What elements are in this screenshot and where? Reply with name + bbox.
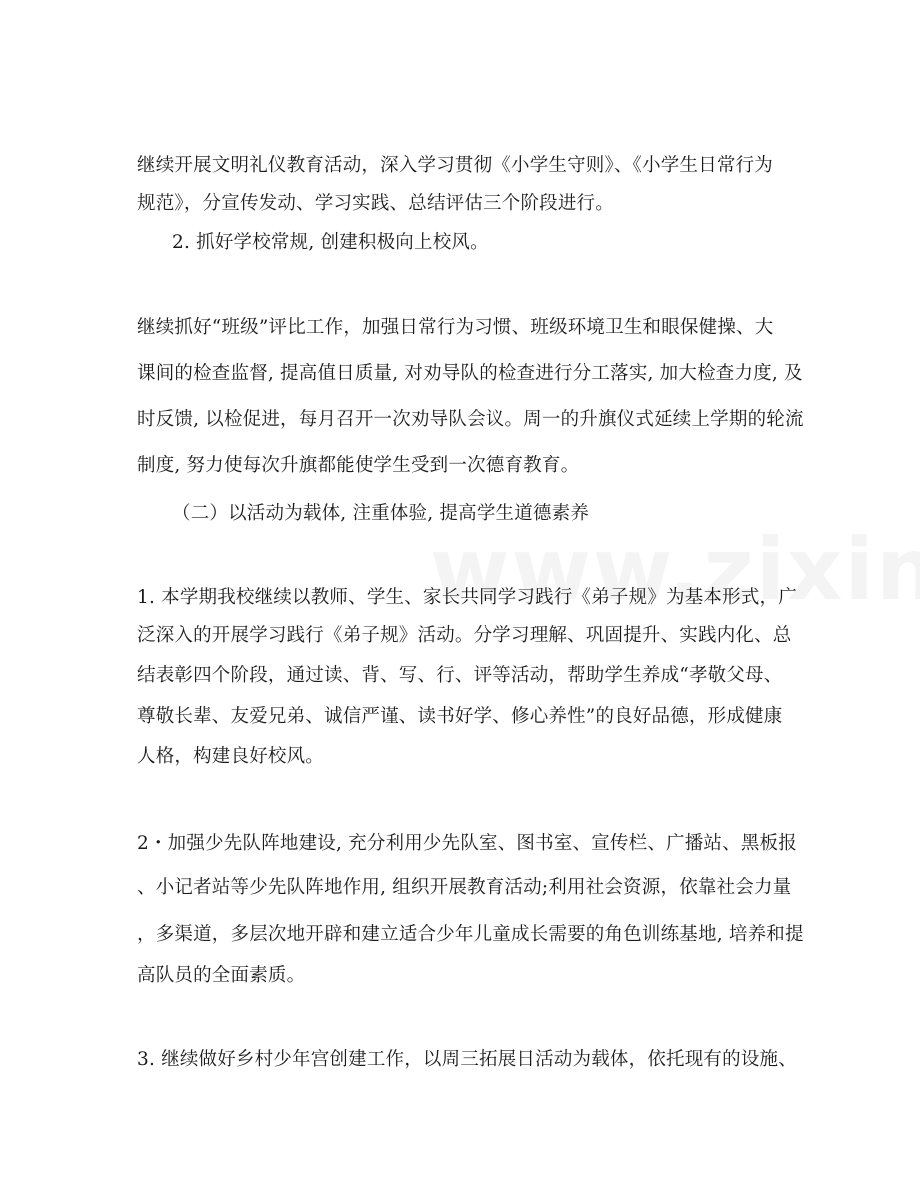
paragraph-line: 、小记者站等少先队阵地作用, 组织开展教育活动;利用社会资源，依靠社会力量 [137, 877, 792, 898]
paragraph-line: 制度, 努力使每次升旗都能使学生受到一次德育教育。 [137, 455, 580, 476]
section-heading: 2. 抓好学校常规, 创建积极向上校风。 [172, 232, 489, 253]
paragraph-line: 人格，构建良好校风。 [137, 746, 325, 767]
paragraph-line: 尊敬长辈、友爱兄弟、诚信严谨、读书好学、修心养性”的良好品德，形成健康 [137, 706, 783, 727]
paragraph-line: 泛深入的开展学习践行《弟子规》活动。分学习理解、巩固提升、实践内化、总 [137, 625, 792, 646]
paragraph-line: 时反馈, 以检促进，每月召开一次劝导队会议。周一的升旗仪式延续上学期的轮流 [137, 409, 804, 430]
section-heading: （二）以活动为载体, 注重体验, 提高学生道德素养 [172, 503, 590, 524]
paragraph-line: 课间的检查监督, 提高值日质量, 对劝导队的检查进行分工落实, 加大检查力度, 及 [137, 363, 803, 384]
paragraph-line: 3. 继续做好乡村少年宫创建工作，以周三拓展日活动为载体，依托现有的设施、 [137, 1049, 797, 1070]
paragraph-line: 2・加强少先队阵地建设, 充分利用少先队室、图书室、宣传栏、广播站、黑板报 [137, 833, 797, 854]
paragraph-line: 1. 本学期我校继续以教师、学生、家长共同学习践行《弟子规》为基本形式，广 [137, 587, 797, 608]
paragraph-line: 高队员的全面素质。 [137, 965, 306, 986]
paragraph-line: ，多渠道，多层次地开辟和建立适合少年儿童成长需要的角色训练基地, 培养和提 [137, 924, 804, 945]
paragraph-line: 继续开展文明礼仪教育活动，深入学习贯彻《小学生守则》、《小学生日常行为 [137, 155, 774, 176]
paragraph-line: 规范》，分宣传发动、学习实践、总结评估三个阶段进行。 [137, 193, 614, 214]
paragraph-line: 结表彰四个阶段，通过读、背、写、行、评等活动，帮助学生养成“孝敬父母、 [137, 665, 783, 686]
paragraph-line: 继续抓好“班级”评比工作，加强日常行为习惯、班级环境卫生和眼保健操、大 [137, 317, 774, 338]
